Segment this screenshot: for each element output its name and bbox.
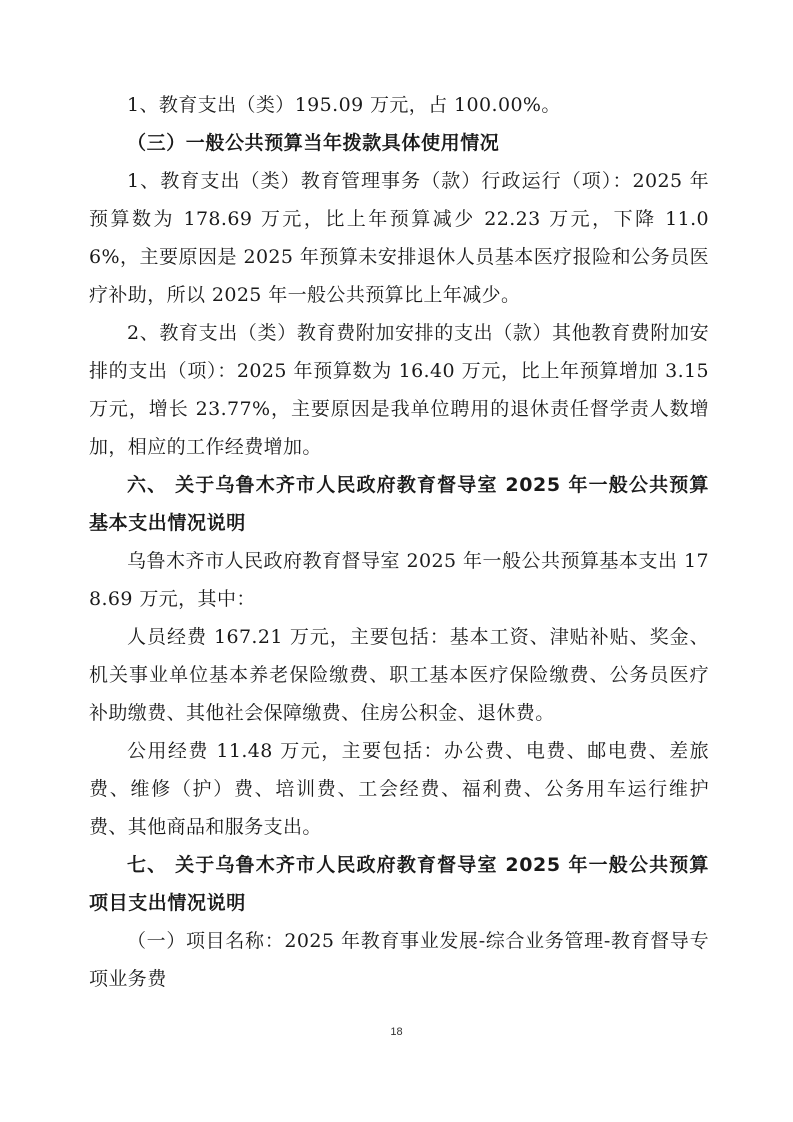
heading-section-seven: 七、 关于乌鲁木齐市人民政府教育督导室 2025 年一般公共预算项目支出情况说明 [89, 854, 709, 914]
paragraph-education-total: 1、教育支出（类）195.09 万元，占 100.00%。 [127, 94, 561, 116]
paragraph-project-name: （一）项目名称：2025 年教育事业发展-综合业务管理-教育督导专项业务费 [89, 930, 709, 990]
paragraph-basic-expenditure: 乌鲁木齐市人民政府教育督导室 2025 年一般公共预算基本支出 178.69 万元，其中： [89, 550, 709, 610]
page-number: 18 [390, 1026, 403, 1038]
paragraph-personnel-funds: 人员经费 167.21 万元，主要包括：基本工资、津贴补贴、奖金、机关事业单位基本养老保险缴费、职工基本医疗保险缴费、公务员医疗补助缴费、其他社会保障缴费、住房公积金、退休费。 [89, 626, 709, 724]
heading-section-six: 六、 关于乌鲁木齐市人民政府教育督导室 2025 年一般公共预算基本支出情况说明 [89, 474, 709, 534]
paragraph-admin-operation: 1、教育支出（类）教育管理事务（款）行政运行（项）：2025 年预算数为 178.69 万元，比上年预算减少 22.23 万元，下降 11.06%，主要原因是 2025 年预算未安排退休人员基本医疗报险和公务员医疗补助，所以 2025 年一般公共预算比上年减少。 [89, 170, 709, 306]
paragraph-public-funds: 公用经费 11.48 万元，主要包括：办公费、电费、邮电费、差旅费、维修（护）费、培训费、工会经费、福利费、公务用车运行维护费、其他商品和服务支出。 [89, 740, 709, 838]
paragraph-education-surcharge: 2、教育支出（类）教育费附加安排的支出（款）其他教育费附加安排的支出（项）：2025 年预算数为 16.40 万元，比上年预算增加 3.15 万元，增长 23.77%，主要原因是我单位聘用的退休责任督学责人数增加，相应的工作经费增加。 [89, 322, 709, 458]
heading-budget-usage: （三）一般公共预算当年拨款具体使用情况 [127, 132, 500, 154]
document-body [89, 86, 709, 998]
